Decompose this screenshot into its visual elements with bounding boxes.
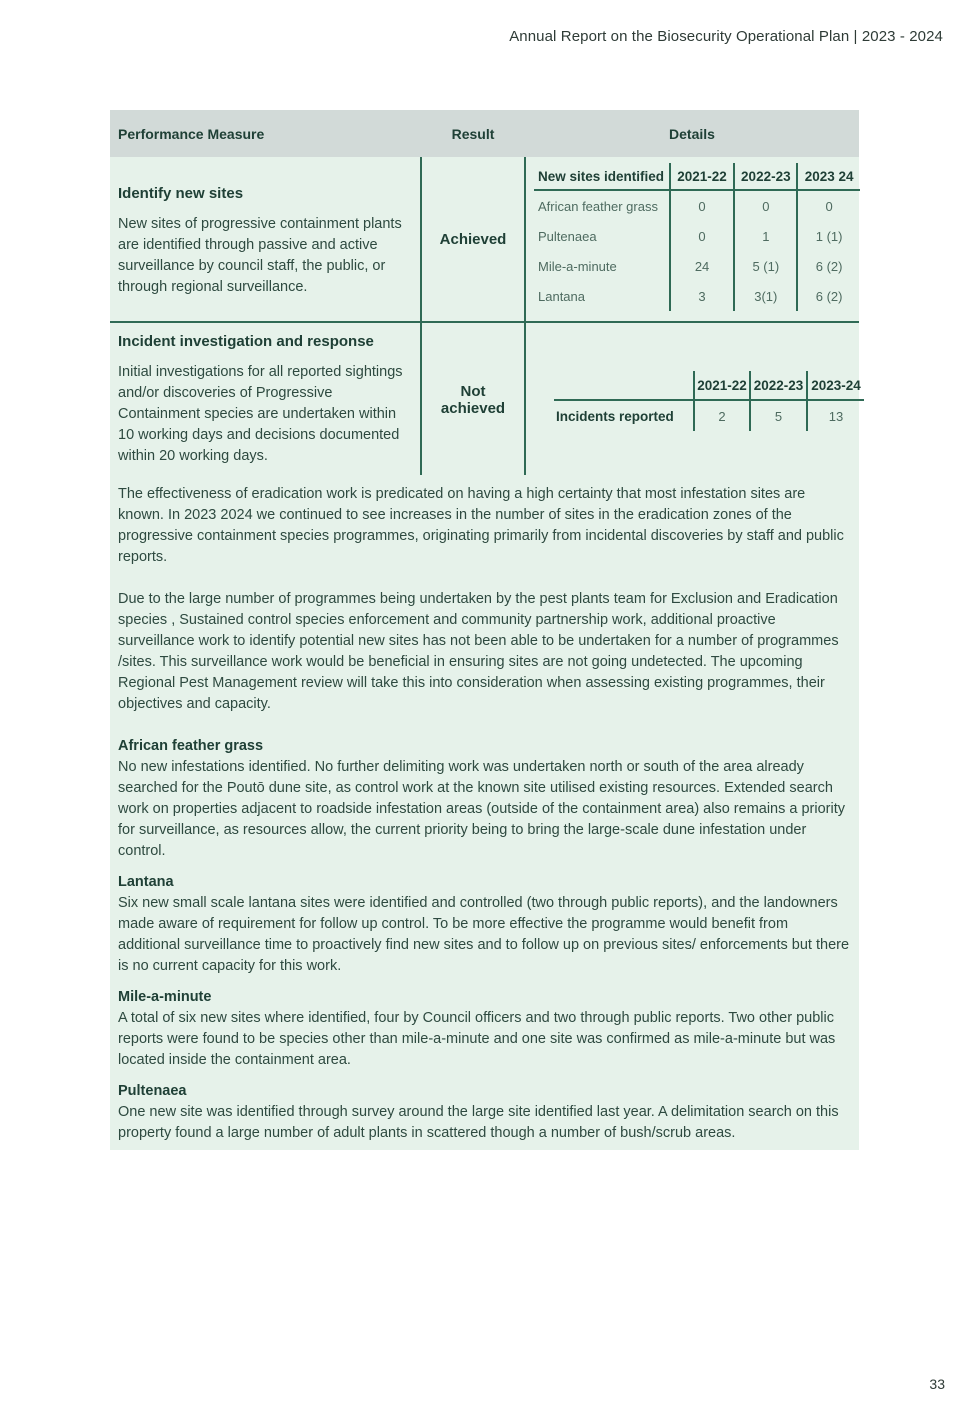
measure-title: Incident investigation and response	[118, 333, 374, 350]
new-sites-header-row	[534, 163, 860, 190]
section-heading: Pultenaea	[118, 1083, 187, 1099]
page-number: 33	[929, 1376, 945, 1392]
site-count: 1 (1)	[797, 221, 860, 251]
site-count: 0	[670, 221, 735, 251]
table-row	[534, 221, 860, 251]
body-paragraph: The effectiveness of eradication work is predicated on having a high certainty that most infestation sites are known. In 2023 2024 we continued to see increases in the number of sites in the eradication zones of the progressive containment species programmes, originating primarily from incidental discoveries by staff and public reports.	[118, 486, 844, 565]
site-count: 24	[670, 251, 735, 281]
measure-cell	[110, 322, 421, 478]
result-cell	[421, 157, 525, 322]
incidents-header-year: 2023-24	[807, 371, 864, 400]
site-count: 0	[734, 190, 797, 221]
result-status: Achieved	[439, 230, 507, 248]
measure-description: New sites of progressive containment plants are identified through passive and active surveillance by council staff, the public, or through regional surveillance.	[118, 216, 402, 295]
commentary-section	[110, 475, 859, 1150]
new-sites-header-label: New sites identified	[534, 163, 670, 190]
table-row	[534, 251, 860, 281]
result-status: Not	[460, 383, 486, 400]
header-details: Details	[525, 110, 859, 157]
site-count: 5 (1)	[734, 251, 797, 281]
new-sites-header-year: 2023 24	[797, 163, 860, 190]
incidents-table	[554, 371, 864, 431]
details-cell	[525, 157, 859, 322]
species-name: Mile-a-minute	[538, 258, 617, 274]
site-count: 3	[670, 281, 735, 311]
measure-title: Identify new sites	[118, 185, 244, 202]
incidents-row-label: Incidents reported	[554, 400, 694, 431]
measure-description: Initial investigations for all reported sightings and/or discoveries of Progressive Containment species are undertaken within 10 working days and decisions documented within 20 working days.	[118, 364, 403, 464]
details-cell	[525, 322, 859, 478]
section-heading: African feather grass	[118, 738, 264, 754]
site-count: 6 (2)	[797, 281, 860, 311]
site-count: 6 (2)	[797, 251, 860, 281]
table-header-row	[110, 110, 859, 157]
section-text: One new site was identified through survey around the large site identified last year. A delimitation search on this property found a large number of adult plants in scattered though a number of bush/scrub areas.	[118, 1104, 839, 1141]
body-paragraph: Due to the large number of programmes being undertaken by the pest plants team for Exclusion and Eradication species , Sustained control species enforcement and community partnership work, additional proactive surveillance work to identify potential new sites has not been able to be undertaken for a number of programmes /sites. This surveillance work would be beneficial in ensuring sites are not going undetected. The upcoming Regional Pest Management review will take this into consideration when assessing existing programmes, their objectives and capacity.	[118, 591, 839, 712]
incident-count: 13	[807, 400, 864, 431]
incident-count: 2	[694, 400, 750, 431]
section-text: A total of six new sites where identified, four by Council officers and two through public reports. Two other public reports were found to be species other than mile-a-minute and one site was confirmed as mile-a-minute but was located inside the containment area.	[118, 1010, 836, 1068]
incidents-header-year: 2021-22	[694, 371, 750, 400]
site-count: 1	[734, 221, 797, 251]
species-name: African feather grass	[538, 198, 658, 214]
species-name: Pultenaea	[538, 228, 597, 244]
result-cell	[421, 322, 525, 478]
table-row	[534, 190, 860, 221]
section-text: No new infestations identified. No further delimiting work was undertaken north or south of the area already searched for the Poutō dune site, as control work at the known site utilised existing resources. Extended search work on properties adjacent to roadside infestation areas (outside of the containment area) also remains a priority for surveillance, as resources allow, the current priority being to bring the large-scale dune infestation under control.	[118, 759, 846, 859]
report-header-title: Annual Report on the Biosecurity Operational Plan | 2023 - 2024	[509, 28, 943, 45]
table-row	[110, 322, 859, 478]
site-count: 0	[797, 190, 860, 221]
result-status: achieved	[440, 400, 506, 417]
incidents-header-blank	[554, 371, 694, 400]
new-sites-header-year: 2021-22	[670, 163, 735, 190]
incident-count: 5	[750, 400, 807, 431]
header-performance-measure: Performance Measure	[110, 110, 421, 157]
measure-cell	[110, 157, 421, 322]
new-sites-table	[534, 163, 860, 311]
species-name: Lantana	[538, 288, 585, 304]
performance-measure-table	[110, 110, 859, 479]
table-row	[554, 400, 864, 431]
section-heading: Mile-a-minute	[118, 989, 212, 1005]
site-count: 0	[670, 190, 735, 221]
header-result: Result	[421, 110, 525, 157]
section-text: Six new small scale lantana sites were identified and controlled (two through public reports), and the landowners made aware of requirement for follow up control. To be more effective the programme would benefit from additional surveillance time to proactively find new sites and to follow up on previous sites/ enforcements but there is no current capacity for this work.	[118, 895, 850, 974]
new-sites-header-year: 2022-23	[734, 163, 797, 190]
table-row	[534, 281, 860, 311]
table-row	[110, 157, 859, 322]
section-heading: Lantana	[118, 874, 174, 890]
incidents-header-year: 2022-23	[750, 371, 807, 400]
incidents-header-row	[554, 371, 864, 400]
site-count: 3(1)	[734, 281, 797, 311]
